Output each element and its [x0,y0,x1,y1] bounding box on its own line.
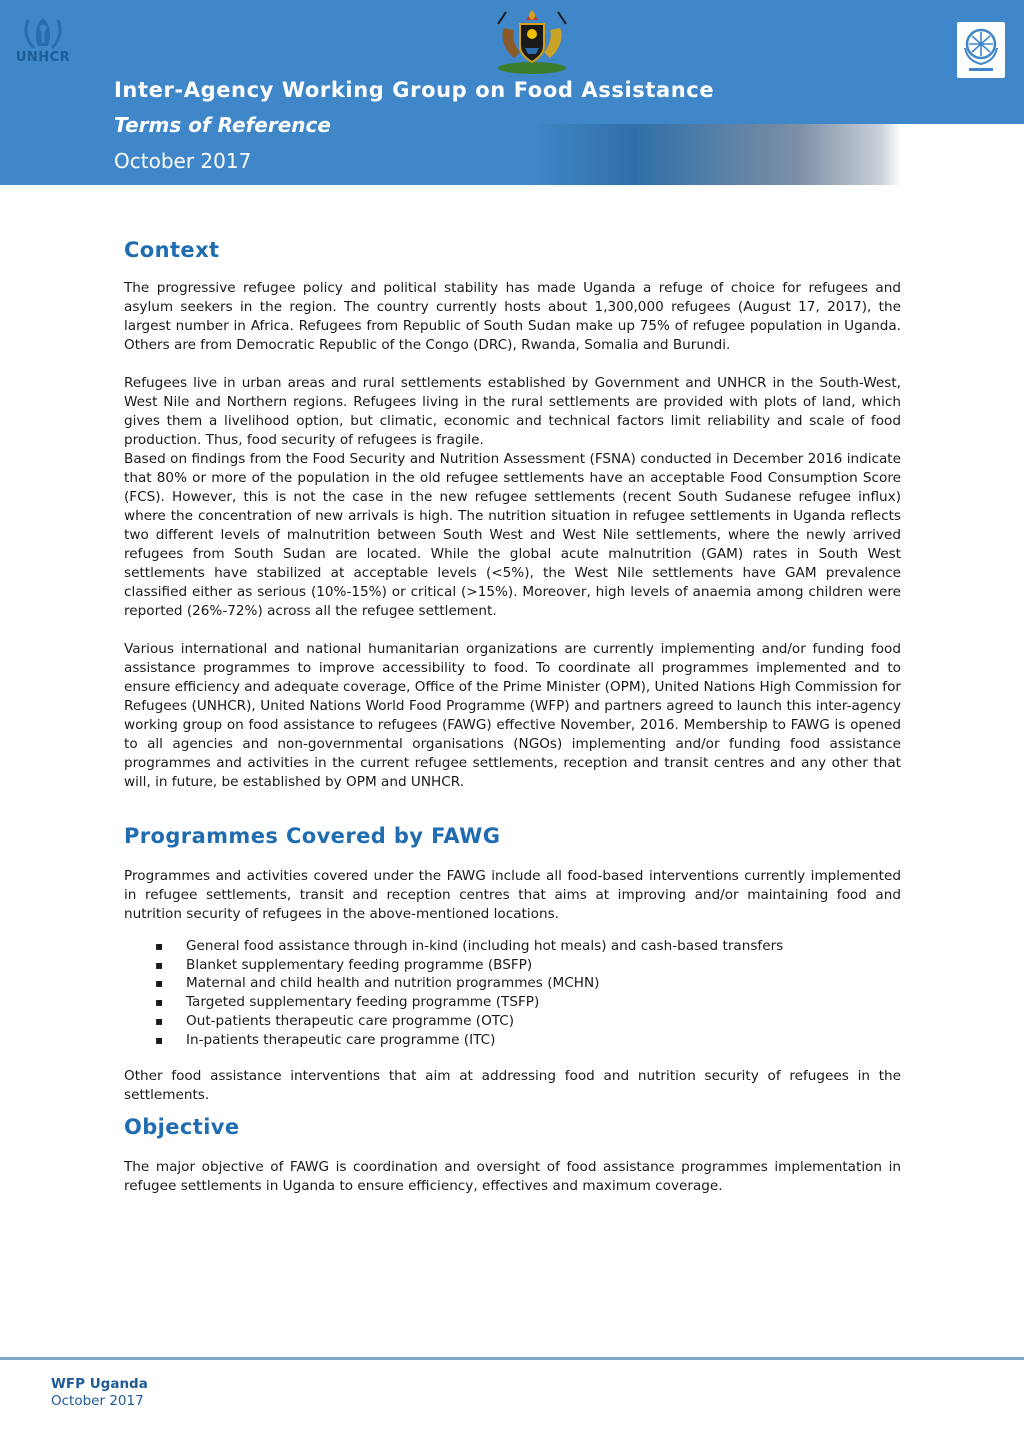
context-paragraph-1: The progressive refugee policy and political stability has made Uganda a refuge of choice for refugees and asylum seekers in the region. The country currently hosts about 1,300,000 refugees (August 17, 2017), the largest number in Africa. Refugees from Republic of South Sudan make up 75% of refugee population in Uganda. Others are from Democratic Republic of the Congo (DRC), Rwanda, Somalia and Burundi. [124,280,901,353]
programmes-list [124,937,901,1049]
footer-organization: WFP Uganda [51,1376,148,1392]
footer-divider [0,1357,1024,1360]
section-heading-programmes: Programmes Covered by FAWG [124,824,501,848]
unhcr-logo-icon [10,12,76,52]
section-heading-objective: Objective [124,1115,240,1140]
context-paragraph-4: Various international and national humanitarian organizations are currently implementing and/or funding food assistance programmes to improve accessibility to food. To coordinate all programmes implemented and to ensure efficiency and adequate coverage, Office of the Prime Minister (OPM), United Nations High Commission for Refugees (UNHCR), United Nations World Food Programme (WFP) and partners agreed to launch this inter-agency working group on food assistance to refugees (FAWG) effective November, 2016. Membership to FAWG is opened to all agencies and non-governmental organisations (NGOs) implementing and/or funding food assistance programmes and activities in the current refugee settlements, reception and transit centres and any other that will, in future, be established by OPM and UNHCR. [124,641,901,790]
wfp-logo-icon [957,22,1005,78]
footer-date: October 2017 [51,1393,144,1409]
list-item: ▪ General food assistance through in-kind (including hot meals) and cash-based transfers [186,937,901,956]
document-body [124,236,901,1196]
list-item: ▪ Targeted supplementary feeding programme (TSFP) [186,993,901,1012]
list-item: ▪ Maternal and child health and nutrition programmes (MCHN) [186,974,901,993]
list-item: ▪ Blanket supplementary feeding programme (BSFP) [186,956,901,975]
programmes-intro: Programmes and activities covered under the FAWG include all food-based interventions currently implemented in refugee settlements, transit and reception centres that aims at improving and/or maintaining food and nutrition security of refugees in the above-mentioned locations. [124,868,901,922]
objective-paragraph: The major objective of FAWG is coordination and oversight of food assistance programmes implementation in refugee settlements in Uganda to ensure efficiency, effectives and maximum coverage. [124,1159,901,1195]
programmes-outro: Other food assistance interventions that aim at addressing food and nutrition security of refugees in the settlements. [124,1068,901,1104]
coat-of-arms-icon [492,6,572,76]
unhcr-logo-text: UNHCR [15,50,71,65]
section-heading-context: Context [124,238,220,262]
document-date: October 2017 [114,149,252,173]
document-title: Inter-Agency Working Group on Food Assistance [114,78,715,102]
document-subtitle: Terms of Reference [114,113,331,137]
context-paragraph-3: Based on findings from the Food Security and Nutrition Assessment (FSNA) conducted in December 2016 indicate that 80% or more of the population in the old refugee settlements have an acceptable Food Consumption Score (FCS). However, this is not the case in the new refugee settlements (recent South Sudanese refugee influx) where the concentration of new arrivals is high. The nutrition situation in refugee settlements in Uganda reflects two different levels of malnutrition between South West and West Nile settlements, where the newly arrived refugees from South Sudan are located. While the global acute malnutrition (GAM) rates in South West settlements have stabilized at acceptable levels (<5%), the West Nile settlements have GAM prevalence classified either as serious (10%-15%) or critical (>15%). Moreover, high levels of anaemia among children were reported (26%-72%) across all the refugee settlement. [124,451,901,619]
list-item: ▪ Out-patients therapeutic care programme (OTC) [186,1012,901,1031]
context-paragraph-2: Refugees live in urban areas and rural settlements established by Government and UNHCR in the South-West, West Nile and Northern regions. Refugees living in the rural settlements are provided with plots of land, which gives them a livelihood option, but climatic, economic and technical factors limit reliability and scale of food production. Thus, food security of refugees is fragile. [124,375,901,448]
list-item: ▪ In-patients therapeutic care programme (ITC) [186,1031,901,1050]
unhcr-logo [10,12,76,70]
